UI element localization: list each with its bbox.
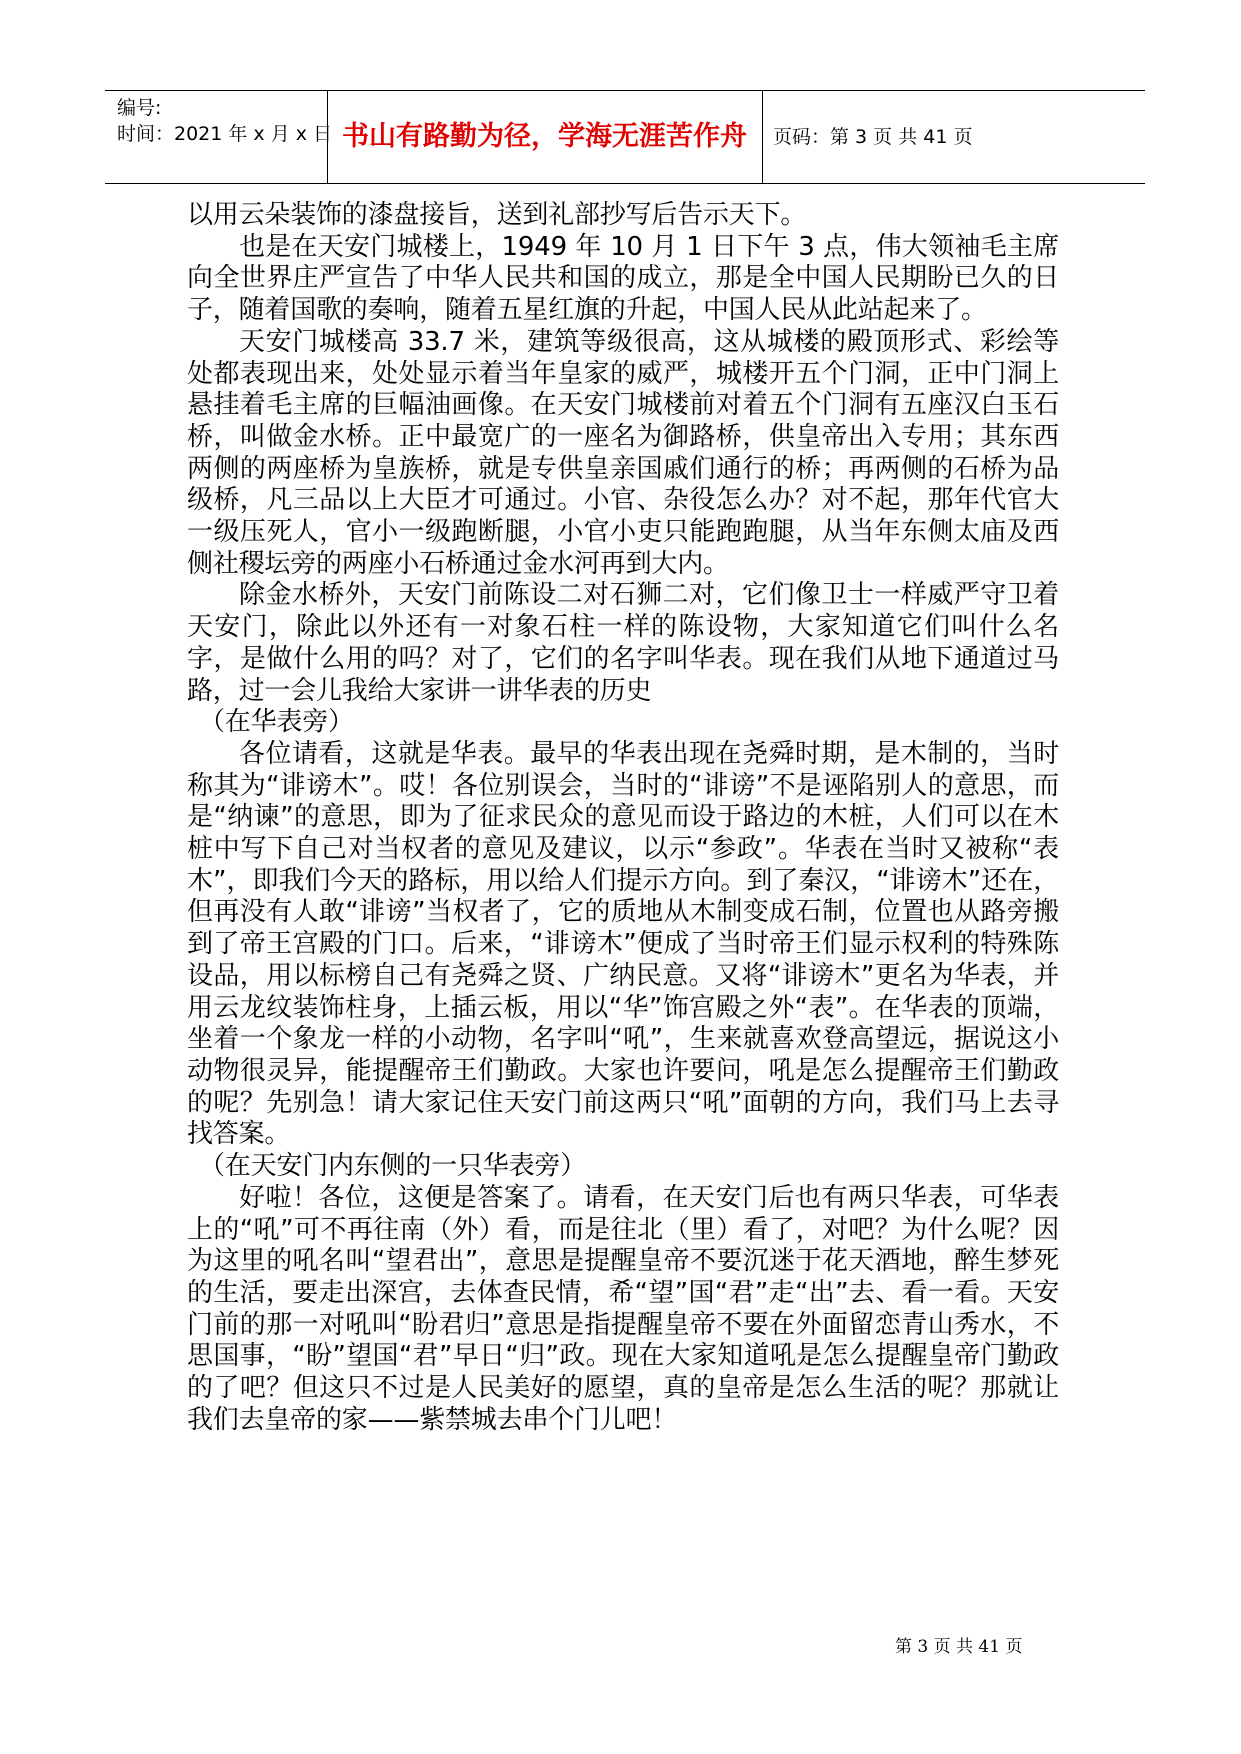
paragraph-3: 天安门城楼高 33.7 米，建筑等级很高，这从城楼的殿顶形式、彩绘等处都表现出来，处处显示着当年皇家的威严，城楼开五个门洞，正中门洞上悬挂着毛主席的巨幅油画像。在天安门城楼前对着五个门洞有五座汉白玉石桥，叫做金水桥。正中最宽广的一座名为御路桥，供皇帝出入专用；其东西两侧的两座桥为皇族桥，就是专供皇亲国戚们通行的桥；再两侧的石桥为品级桥，凡三品以上大臣才可通过。小官、杂役怎么办？对不起，那年代官大一级压死人，官小一级跑断腿，小官小吏只能跑跑腿，从当年东侧太庙及西侧社稷坛旁的两座小石桥通过金水河再到大内。: [187, 326, 1059, 579]
paragraph-1: 以用云朵装饰的漆盘接旨，送到礼部抄写后告示天下。: [187, 200, 807, 230]
paragraph-4: 除金水桥外，天安门前陈设二对石狮二对，它们像卫士一样威严守卫着天安门，除此以外还有一对象石柱一样的陈设物，大家知道它们叫什么名字，是做什么用的吗？对了，它们的名字叫华表。现在我们从地下通道过马路，过一会儿我给大家讲一讲华表的历史: [187, 580, 1059, 706]
paragraph-2: 也是在天安门城楼上，1949 年 10 月 1 日下午 3 点，伟大领袖毛主席向全世界庄严宣告了中华人民共和国的成立，那是全中国人民期盼已久的日子，随着国歌的奏响，随着五星红旗的升起，中国人民从此站起来了。: [187, 231, 1059, 326]
paragraph-6: 好啦！各位，这便是答案了。请看，在天安门后也有两只华表，可华表上的“吼”可不再往南（外）看，而是往北（里）看了，对吧？为什么呢？因为这里的吼名叫“望君出”，意思是提醒皇帝不要沉迷于花天酒地，醉生梦死的生活，要走出深宫，去体查民情，希“望”国“君”走“出”去、看一看。天安门前的那一对吼叫“盼君归”意思是指提醒皇帝不要在外面留恋青山秀水，不思国事，“盼”望国“君”早日“归”政。现在大家知道吼是怎么提醒皇帝门勤政的了吧？但这只不过是人民美好的愿望，真的皇帝是怎么生活的呢？那就让我们去皇帝的家——紫禁城去串个门儿吧！: [187, 1182, 1059, 1435]
stage-direction-1: （在华表旁）: [199, 707, 354, 738]
stage-direction-2: （在天安门内东侧的一只华表旁）: [199, 1151, 587, 1182]
document-number-label: 编号:: [117, 97, 162, 119]
page-header: [105, 90, 1145, 184]
paragraph-5: 各位请看，这就是华表。最早的华表出现在尧舜时期，是木制的，当时称其为“诽谤木”。哎！各位别误会，当时的“诽谤”不是诬陷别人的意思，而是“纳谏”的意思，即为了征求民众的意见而设于路边的木桩，人们可以在木桩中写下自己对当权者的意见及建议，以示“参政”。华表在当时又被称“表木”，即我们今天的路标，用以给人们提示方向。到了秦汉，“诽谤木”还在，但再没有人敢“诽谤”当权者了，它的质地从木制变成石制，位置也从路旁搬到了帝王宫殿的门口。后来，“诽谤木”便成了当时帝王们显示权利的特殊陈设品，用以标榜自己有尧舜之贤、广纳民意。又将“诽谤木”更名为华表，并用云龙纹装饰柱身，上插云板，用以“华”饰宫殿之外“表”。在华表的顶端，坐着一个象龙一样的小动物，名字叫“吼”，生来就喜欢登高望远，据说这小动物很灵异，能提醒帝王们勤政。大家也许要问，吼是怎么提醒帝王们勤政的呢？先别急！请大家记住天安门前这两只“吼”面朝的方向，我们马上去寻找答案。: [187, 738, 1059, 1150]
document-body: [187, 200, 1059, 1436]
header-divider-right: [762, 91, 763, 183]
header-motto: 书山有路勤为径，学海无涯苦作舟: [342, 121, 747, 152]
page-footer: 第 3 页 共 41 页: [895, 1637, 1023, 1657]
document-time-label: 时间：2021 年 x 月 x 日: [117, 123, 333, 145]
header-page-label: 页码：第 3 页 共 41 页: [773, 126, 973, 148]
